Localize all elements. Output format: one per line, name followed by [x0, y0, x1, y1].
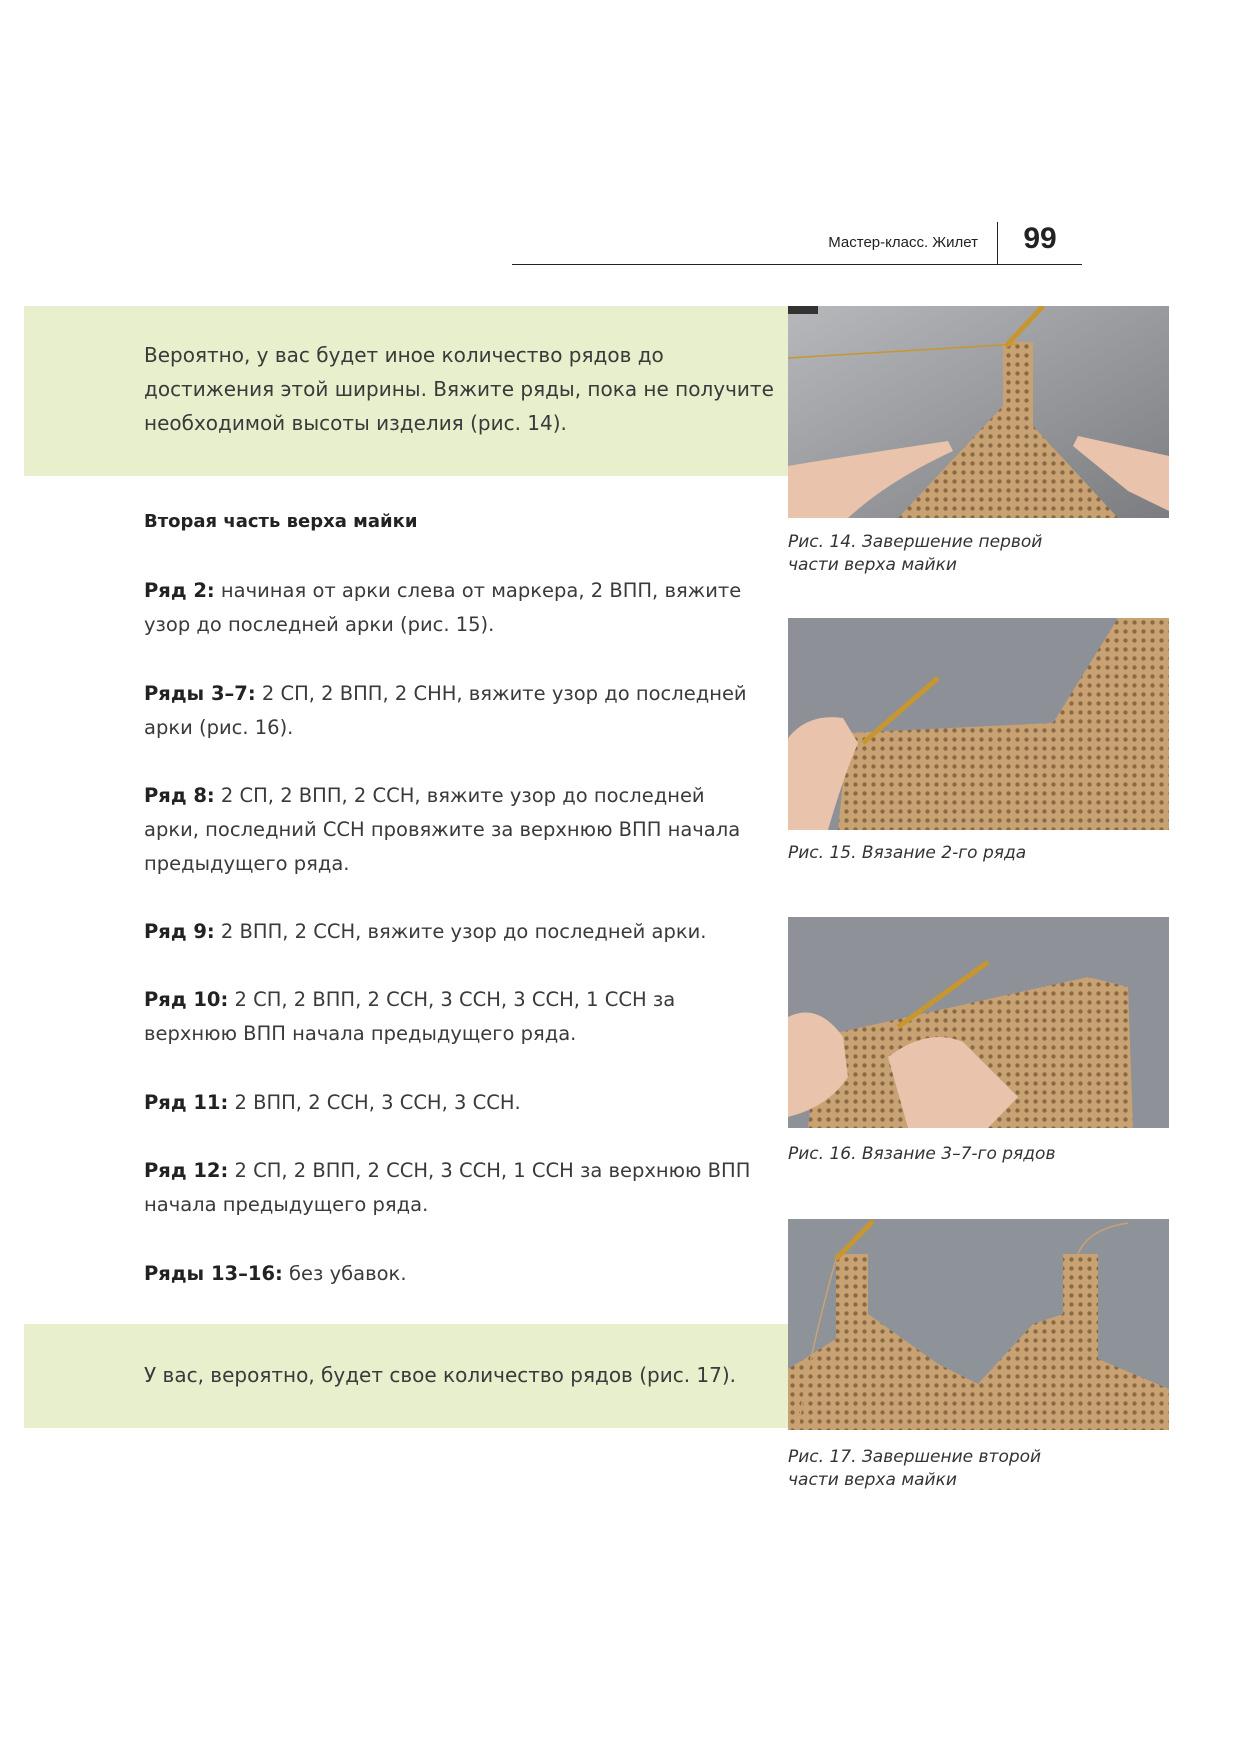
figure-15-photo	[788, 618, 1169, 830]
figure-16-photo	[788, 917, 1169, 1128]
row-label: Ряд 10:	[144, 988, 229, 1011]
row-text: 2 СП, 2 ВПП, 2 СНН, вяжите узор до последней арки (рис. 16).	[144, 682, 747, 739]
row-label: Ряд 11:	[144, 1091, 229, 1114]
row-label: Ряд 9:	[144, 920, 215, 943]
figure-15-caption: Рис. 15. Вязание 2-го ряда	[788, 843, 1027, 863]
note-box-bottom	[24, 1324, 788, 1428]
row-text: 2 СП, 2 ВПП, 2 ССН, вяжите узор до последней арки, последний ССН провяжите за верхнюю ВПП начала предыдущего ряда.	[144, 784, 741, 875]
figure-17-caption: Рис. 17. Завершение второй части верха майки	[788, 1447, 1042, 1490]
row-text: начиная от арки слева от маркера, 2 ВПП, вяжите узор до последней арки (рис. 15).	[144, 579, 742, 636]
figure-14-caption: Рис. 14. Завершение первой части верха майки	[788, 532, 1043, 575]
row-label: Ряды 3–7:	[144, 682, 256, 705]
figure-14-photo	[788, 306, 1169, 518]
figure-17-photo	[788, 1219, 1169, 1430]
row-instruction	[144, 983, 764, 1051]
row-text: 2 ВПП, 2 ССН, 3 ССН, 3 ССН.	[228, 1091, 521, 1114]
note-box-top	[24, 306, 788, 476]
row-instruction	[144, 779, 764, 881]
note-text: У вас, вероятно, будет свое количество рядов (рис. 17).	[144, 1363, 737, 1387]
page-number: 99	[1023, 222, 1057, 255]
row-label: Ряд 12:	[144, 1159, 229, 1182]
note-text: Вероятно, у вас будет иное количество рядов до достижения этой ширины. Вяжите ряды, пока не получите необходимой высоты изделия (рис. 14).	[144, 343, 774, 435]
section-title: Мастер-класс. Жилет	[828, 234, 978, 251]
row-label: Ряд 8:	[144, 784, 215, 807]
row-instruction	[144, 915, 764, 949]
row-instruction	[144, 1086, 764, 1120]
row-text: без убавок.	[282, 1262, 407, 1285]
running-header	[512, 222, 1082, 265]
row-text: 2 СП, 2 ВПП, 2 ССН, 3 ССН, 1 ССН за верхнюю ВПП начала предыдущего ряда.	[144, 1159, 751, 1216]
row-instruction	[144, 1257, 764, 1291]
row-instruction	[144, 574, 764, 642]
row-text: 2 СП, 2 ВПП, 2 ССН, 3 ССН, 3 ССН, 1 ССН за верхнюю ВПП начала предыдущего ряда.	[144, 988, 676, 1045]
row-label: Ряды 13–16:	[144, 1262, 283, 1285]
row-instruction	[144, 1154, 764, 1222]
row-text: 2 ВПП, 2 ССН, вяжите узор до последней арки.	[214, 920, 707, 943]
figure-16-caption: Рис. 16. Вязание 3–7-го рядов	[788, 1144, 1056, 1164]
section-heading: Вторая часть верха майки	[144, 511, 418, 532]
row-label: Ряд 2:	[144, 579, 215, 602]
row-instruction	[144, 677, 764, 745]
